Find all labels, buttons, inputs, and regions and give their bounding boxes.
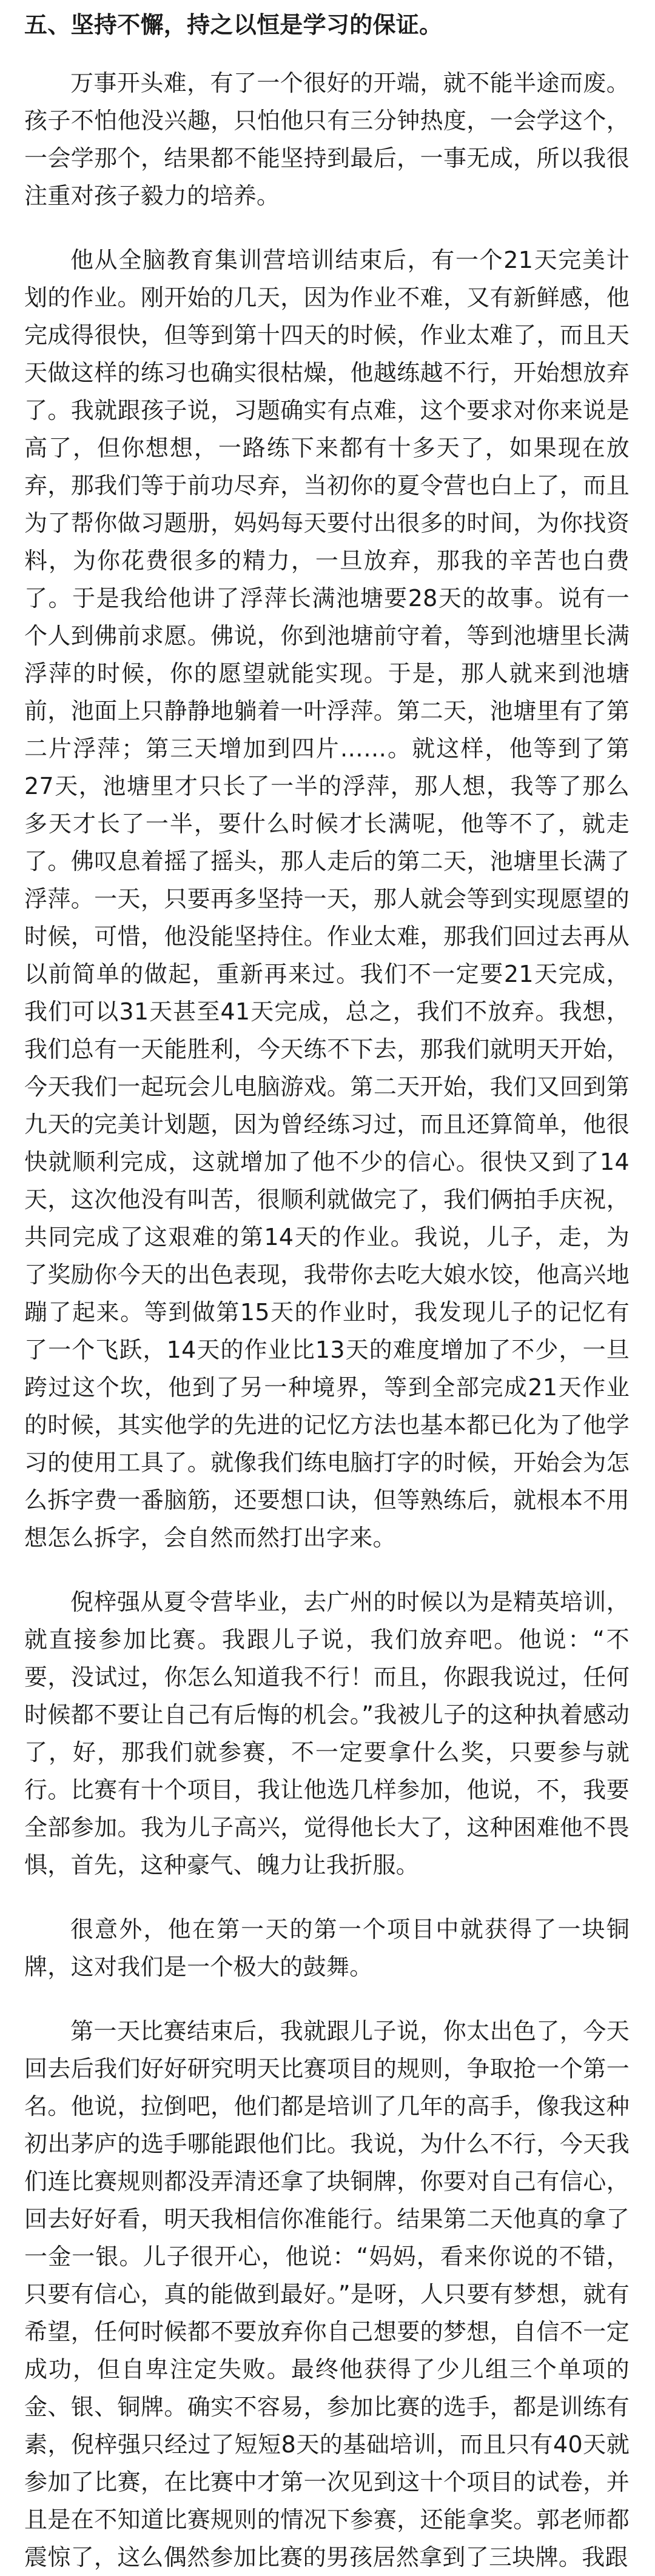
paragraph-competition-decision: 倪梓强从夏令营毕业，去广州的时候以为是精英培训，就直接参加比赛。我跟儿子说，我们放弃吧。他说：“不要，没试过，你怎么知道我不行！而且，你跟我说过，任何时候都不要让自己有后悔的机会。”我被儿子的这种执着感动了，好，那我们就参赛，不一定要拿什么奖，只要参与就行。比赛有十个项目，我让他选几样参加，他说，不，我要全部参加。我为儿子高兴，觉得他长大了，这种困难他不畏惧，首先，这种豪气、魄力让我折服。 [24, 1589, 630, 1878]
paragraph-final-results: 第一天比赛结束后，我就跟儿子说，你太出色了，今天回去后我们好好研究明天比赛项目的规则，争取抢一个第一名。他说，拉倒吧，他们都是培训了几年的高手，像我这种初出茅庐的选手哪能跟他们比。我说，为什么不行，今天我们连比赛规则都没弄清还拿了块铜牌，你要对自己有信心，回去好好看，明天我相信你准能行。结果第二天他真的拿了一金一银。儿子很开心，他说：“妈妈，看来你说的不错，只要有信心，真的能做到最好。”是呀，人只要有梦想，就有希望，任何时候都不要放弃你自己想要的梦想，自信不一定成功，但自卑注定失败。最终他获得了少儿组三个单项的金、银、铜牌。确实不容易，参加比赛的选手，都是训练有素，倪梓强只经过了短短8天的基础培训，而且只有40天就参加了比赛，在比赛中才第一次见到这十个项目的试卷，并且是在不知道比赛规则的情况下参赛，还能拿奖。郭老师都震惊了，这么偶然参加比赛的男孩居然拿到了三块牌。我跟 [24, 2018, 630, 2571]
paragraph-21-day-plan: 他从全脑教育集训营培训结束后，有一个21天完美计划的作业。刚开始的几天，因为作业不难，又有新鲜感，他完成得很快，但等到第十四天的时候，作业太难了，而且天天做这样的练习也确实很枯燥，他越练越不行，开始想放弃了。我就跟孩子说，习题确实有点难，这个要求对你来说是高了，但你想想，一路练下来都有十多天了，如果现在放弃，那我们等于前功尽弃，当初你的夏令营也白上了，而且为了帮你做习题册，妈妈每天要付出很多的时间，为你找资料，为你花费很多的精力，一旦放弃，那我的辛苦也白费了。于是我给他讲了浮萍长满池塘要28天的故事。说有一个人到佛前求愿。佛说，你到池塘前守着，等到池塘里长满浮萍的时候，你的愿望就能实现。于是，那人就来到池塘前，池面上只静静地躺着一叶浮萍。第二天，池塘里有了第二片浮萍；第三天增加到四片……。就这样，他等到了第27天，池塘里才只长了一半的浮萍，那人想，我等了那么多天才长了一半，要什么时候才长满呢，他等不了，就走了。佛叹息着摇了摇头，那人走后的第二天，池塘里长满了浮萍。一天，只要再多坚持一天，那人就会等到实现愿望的时候，可惜，他没能坚持住。作业太难，那我们回过去再从以前简单的做起，重新再来过。我们不一定要21天完成，我们可以31天甚至41天完成，总之，我们不放弃。我想，我们总有一天能胜利，今天练不下去，那我们就明天开始，今天我们一起玩会儿电脑游戏。第二天开始，我们又回到第九天的完美计划题，因为曾经练习过，而且还算简单，他很快就顺利完成，这就增加了他不少的信心。很快又到了14天，这次他没有叫苦，很顺利就做完了，我们俩拍手庆祝，共同完成了这艰难的第14天的作业。我说，儿子，走，为了奖励你今天的出色表现，我带你去吃大娘水饺，他高兴地蹦了起来。等到做第15天的作业时，我发现儿子的记忆有了一个飞跃，14天的作业比13天的难度增加了不少，一旦跨过这个坎，他到了另一种境界，等到全部完成21天作业的时候，其实他学的先进的记忆方法也基本都已化为了他学习的使用工具了。就像我们练电脑打字的时候，开始会为怎么拆字费一番脑筋，还要想口诀，但等熟练后，就根本不用想怎么拆字，会自然而然打出字来。 [24, 247, 630, 1551]
paragraph-bronze-medal: 很意外，他在第一天的第一个项目中就获得了一块铜牌，这对我们是一个极大的鼓舞。 [24, 1916, 630, 1980]
paragraph-perseverance-intro: 万事开头难，有了一个很好的开端，就不能半途而废。孩子不怕他没兴趣，只怕他只有三分钟热度，一会学这个，一会学那个，结果都不能坚持到最后，一事无成，所以我很注重对孩子毅力的培养。 [24, 70, 630, 209]
section-heading: 五、坚持不懈，持之以恒是学习的保证。 [24, 12, 443, 38]
